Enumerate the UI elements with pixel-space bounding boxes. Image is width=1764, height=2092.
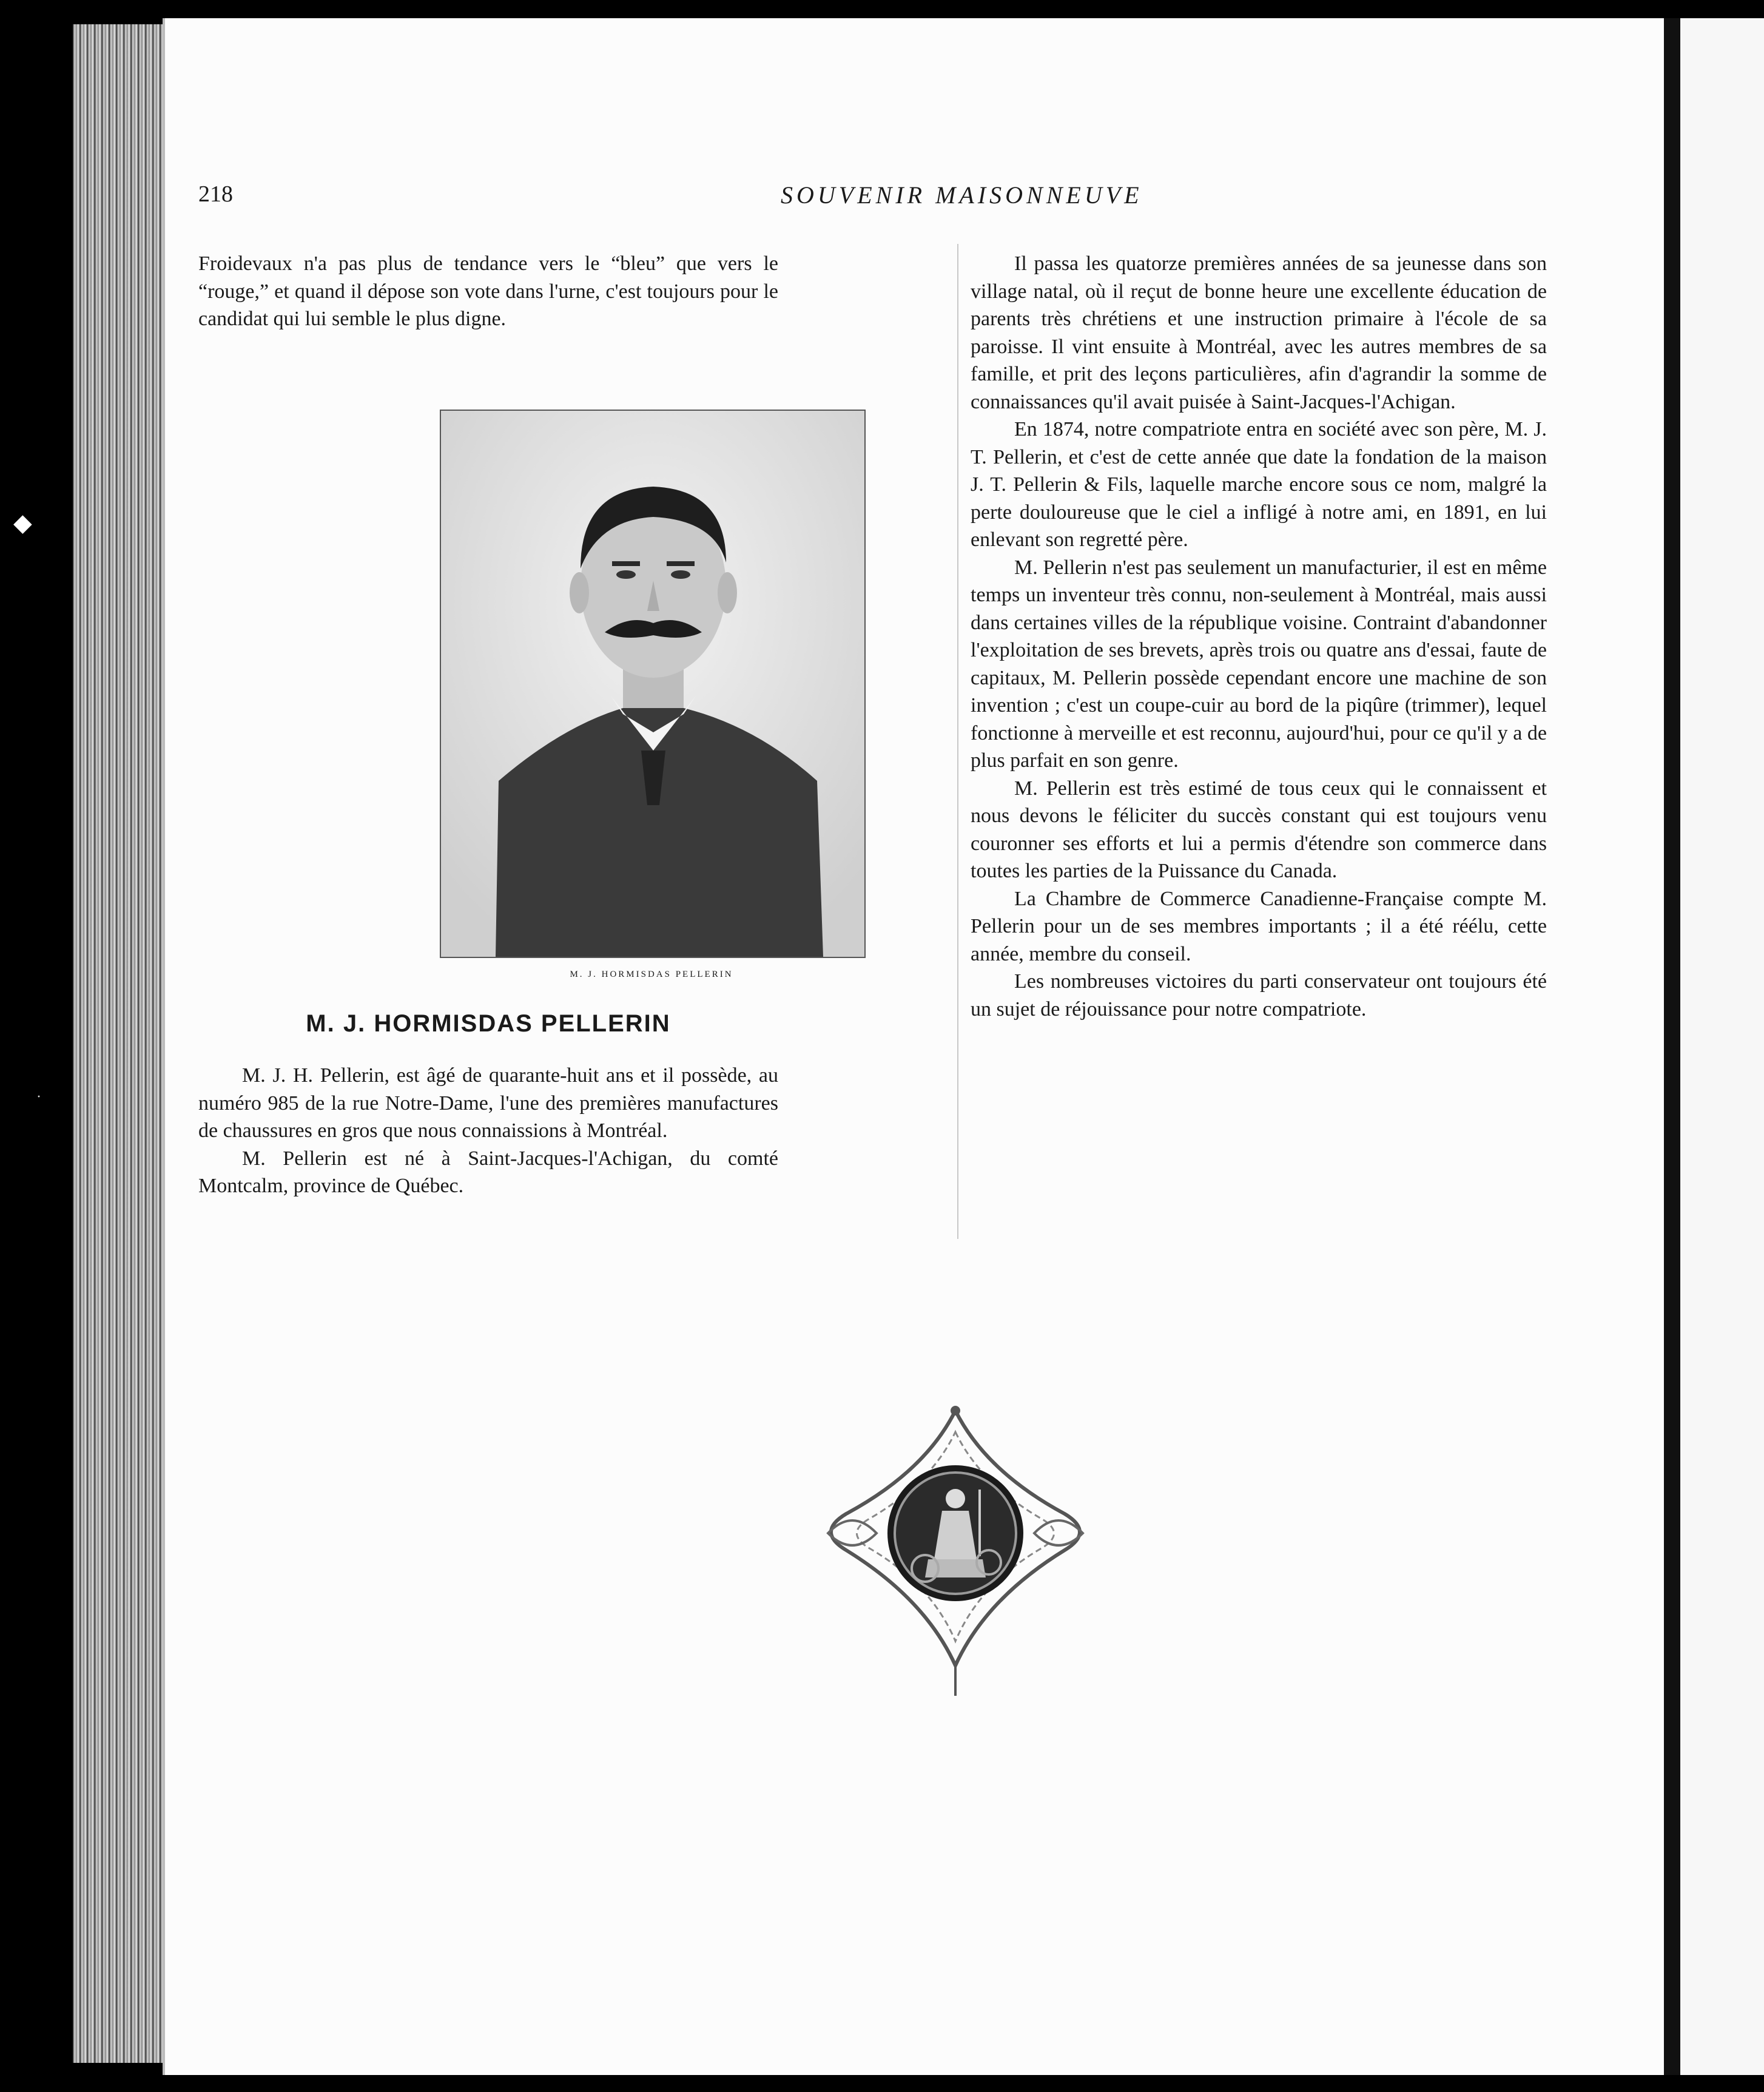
page-header bbox=[198, 181, 1169, 217]
portrait-illustration bbox=[441, 411, 864, 957]
paragraph: M. J. H. Pellerin, est âgé de quarante-huit ans et il possède, au numéro 985 de la rue Notre-Dame, l'une des premières manufactures de chaussures en gros que nous connaissions à Montréal. bbox=[198, 1064, 778, 1142]
portrait-photo bbox=[440, 410, 866, 958]
facing-page-edge bbox=[1680, 18, 1764, 2075]
page-number: 218 bbox=[198, 181, 233, 207]
left-column-bottom bbox=[198, 1062, 778, 1200]
margin-mark: ◆ bbox=[13, 509, 32, 536]
decorative-vignette bbox=[804, 1399, 1107, 1702]
book-page-edges bbox=[73, 24, 164, 2063]
paragraph: Les nombreuses victoires du parti conservateur ont toujours été un sujet de réjouissance pour notre compatriote. bbox=[971, 970, 1547, 1021]
page-gutter bbox=[1664, 18, 1680, 2075]
left-column-top bbox=[198, 250, 778, 333]
paragraph: M. Pellerin n'est pas seulement un manufacturier, il est en même temps un inventeur très connu, non-seulement à Montréal, mais aussi dans certaines villes de la république voisine. Contraint d'abandonner l'exploitation de ses brevets, après trois ou quatre ans d'essai, faute de capitaux, M. Pellerin possède cependant encore une machine de son invention ; c'est un coupe-cuir au bord de la piqûre (trimmer), lequel fonctionne à merveille et est reconnu, aujourd'hui, pour ce qu'il y a de plus parfait en son genre. bbox=[971, 556, 1547, 772]
paragraph: En 1874, notre compatriote entra en société avec son père, M. J. T. Pellerin, et c'est de cette année que date la fondation de la maison J. T. Pellerin & Fils, laquelle marche encore sous ce nom, malgré la perte douloureuse que le ciel a infligé à notre ami, en 1891, en lui enlevant son regretté père. bbox=[971, 418, 1547, 551]
paragraph: M. Pellerin est très estimé de tous ceux qui le connaissent et nous devons le féliciter du succès constant qui est toujours venu couronner ses efforts et lui a permis d'étendre son commerce dans toutes les parties de la Puissance du Canada. bbox=[971, 777, 1547, 882]
paragraph: Froidevaux n'a pas plus de tendance vers le “bleu” que vers le “rouge,” et quand il dépose son vote dans l'urne, c'est toujours pour le candidat qui lui semble le plus digne. bbox=[198, 252, 778, 330]
paragraph: M. Pellerin est né à Saint-Jacques-l'Achigan, du comté Montcalm, province de Québec. bbox=[198, 1147, 778, 1197]
column-divider bbox=[957, 244, 958, 1239]
margin-mark: · bbox=[36, 1089, 41, 1105]
running-title: SOUVENIR MAISONNEUVE bbox=[781, 181, 1143, 209]
section-heading: M. J. HORMISDAS PELLERIN bbox=[306, 1010, 671, 1037]
right-column bbox=[971, 250, 1547, 1023]
paragraph: Il passa les quatorze premières années de sa jeunesse dans son village natal, où il reçut de bonne heure une excellente éducation de parents très chrétiens et une instruction primaire à l'école de sa paroisse. Il vint ensuite à Montréal, avec les autres membres de sa famille, et prit des leçons particulières, afin d'agrandir la somme de connaissances qu'il avait puisée à Saint-Jacques-l'Achigan. bbox=[971, 252, 1547, 413]
vignette-ornament bbox=[804, 1399, 1107, 1702]
portrait-caption: M. J. HORMISDAS PELLERIN bbox=[570, 970, 733, 979]
paragraph: La Chambre de Commerce Canadienne-Française compte M. Pellerin pour un de ses membres importants ; il a été réélu, cette année, membre du conseil. bbox=[971, 887, 1547, 965]
